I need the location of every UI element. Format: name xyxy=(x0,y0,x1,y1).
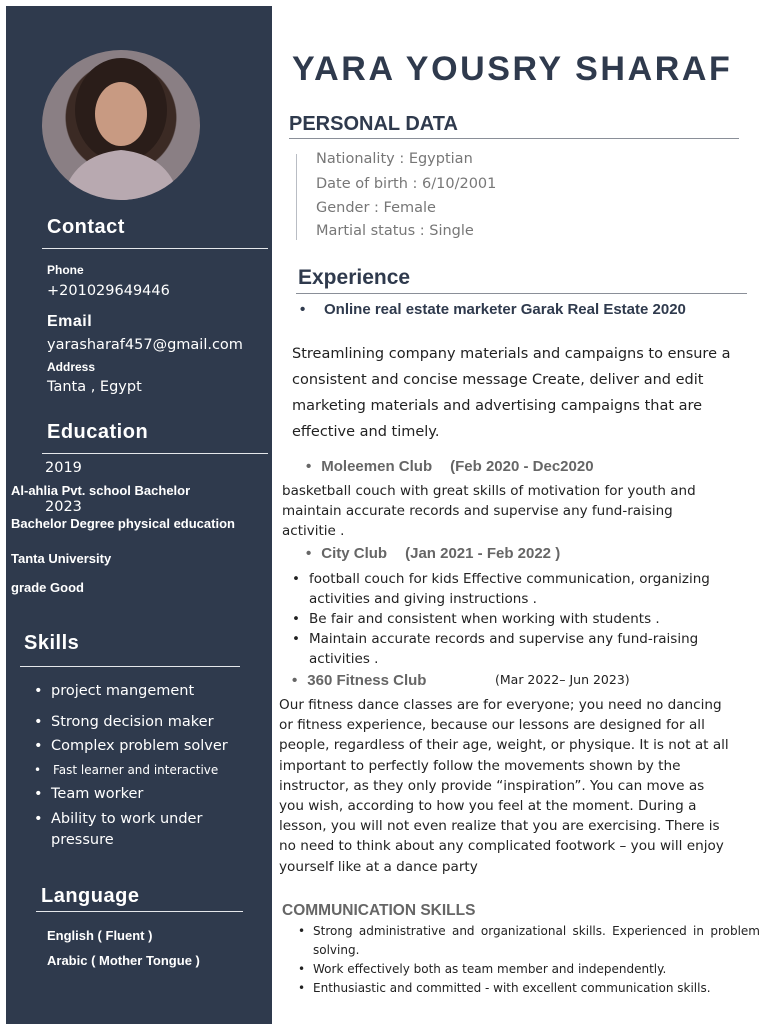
list-item: • Strong administrative and organizational skills. Experienced in problem solving. xyxy=(296,922,760,960)
skill-item: • Complex problem solver xyxy=(34,737,264,755)
phone-label: Phone xyxy=(47,263,84,277)
skills-list xyxy=(34,682,264,857)
contact-divider xyxy=(42,248,268,249)
gender: Gender : Female xyxy=(316,200,436,216)
club-3-dates: (Mar 2022– Jun 2023) xyxy=(495,672,630,687)
club-2-dates: (Jan 2021 - Feb 2022 ) xyxy=(405,545,561,562)
edu-university: Tanta University xyxy=(11,551,112,566)
club-1-dates: (Feb 2020 - Dec2020 xyxy=(450,458,594,475)
sidebar xyxy=(6,6,272,1024)
phone-value: +201029649446 xyxy=(47,283,170,299)
personal-divider xyxy=(289,138,739,139)
bullet-icon: • xyxy=(306,545,312,562)
list-item: • Maintain accurate records and supervise any fund-raising activities . xyxy=(289,629,759,669)
experience-divider xyxy=(296,293,747,294)
bullet-icon: • xyxy=(292,672,298,689)
job-1-title: • Online real estate marketer Garak Real Estate 2020 xyxy=(300,301,686,318)
address-label: Address xyxy=(47,360,96,374)
edu-degree: Bachelor Degree physical education xyxy=(11,516,235,531)
education-heading: Education xyxy=(47,421,149,443)
profile-photo xyxy=(42,50,200,200)
club-1-header xyxy=(306,458,594,475)
club-3-header xyxy=(292,672,426,689)
bullet-icon: • xyxy=(306,458,312,475)
language-heading: Language xyxy=(41,885,140,907)
email-label: Email xyxy=(47,313,93,330)
club-2-bullets xyxy=(289,569,759,669)
marital-status: Martial status : Single xyxy=(316,223,474,239)
skill-item: • Fast learner and interactive xyxy=(34,761,264,779)
nationality: Nationality : Egyptian xyxy=(316,151,473,167)
list-item: • Enthusiastic and committed - with excellent communication skills. xyxy=(296,979,760,998)
club-1-name: Moleemen Club xyxy=(321,458,433,475)
skills-heading: Skills xyxy=(24,632,80,654)
list-item: • Work effectively both as team member and independently. xyxy=(296,960,760,979)
club-2-header xyxy=(306,545,560,562)
contact-heading: Contact xyxy=(47,216,125,238)
club-3-name: 360 Fitness Club xyxy=(307,672,427,689)
skill-item: • Ability to work under pressure xyxy=(34,809,234,851)
skills-divider xyxy=(20,666,240,667)
edu-grade: grade Good xyxy=(11,580,84,595)
club-1-description: basketball couch with great skills of motivation for youth and maintain accurate records and supervise any fund-raising activitie . xyxy=(282,483,696,539)
skill-item: • Team worker xyxy=(34,785,264,803)
list-item: • football couch for kids Effective communication, organizing activities and giving instructions . xyxy=(289,569,759,609)
date-of-birth: Date of birth : 6/10/2001 xyxy=(316,176,497,192)
communication-skills-heading: COMMUNICATION SKILLS xyxy=(282,902,476,919)
skill-item: • project mangement xyxy=(34,682,264,700)
bullet-icon: • xyxy=(300,301,306,318)
education-divider xyxy=(42,453,268,454)
list-item: • Be fair and consistent when working with students . xyxy=(289,609,759,629)
personal-vertical-rule xyxy=(296,154,297,240)
experience-heading: Experience xyxy=(298,266,411,289)
person-silhouette-icon xyxy=(42,50,200,200)
club-2-name: City Club xyxy=(321,545,388,562)
job-1-description: Streamlining company materials and campaigns to ensure a consistent and concise message Create, deliver and edit marketing materials and advertising campaigns that are effective and timely. xyxy=(292,346,731,440)
skill-item: • Strong decision maker xyxy=(34,713,264,731)
full-name: YARA YOUSRY SHARAF xyxy=(292,50,733,88)
communication-skills-list xyxy=(296,922,760,998)
edu-school: Al-ahlia Pvt. school Bachelor xyxy=(11,483,191,498)
club-3-description: Our fitness dance classes are for everyone; you need no dancing or fitness experience, because our lessons are designed for all people, regardless of their age, weight, or physique. It is not at all important to perfectly follow the movements shown by the instructor, as they only provide “inspiration”. You can move as you wish, according to how you feel at the moment. During a lesson, you will not even realize that you are exercising. There is no need to think about any complicated footwork – you will enjoy yourself like at a dance party xyxy=(279,697,729,875)
personal-data-heading: PERSONAL DATA xyxy=(289,113,458,135)
language-divider xyxy=(36,911,243,912)
edu-year-1: 2019 xyxy=(45,460,82,476)
edu-year-2: 2023 xyxy=(45,499,82,515)
language-arabic: Arabic ( Mother Tongue ) xyxy=(47,953,200,968)
email-value: yarasharaf457@gmail.com xyxy=(47,337,243,353)
address-value: Tanta , Egypt xyxy=(47,379,142,395)
language-english: English ( Fluent ) xyxy=(47,928,153,943)
